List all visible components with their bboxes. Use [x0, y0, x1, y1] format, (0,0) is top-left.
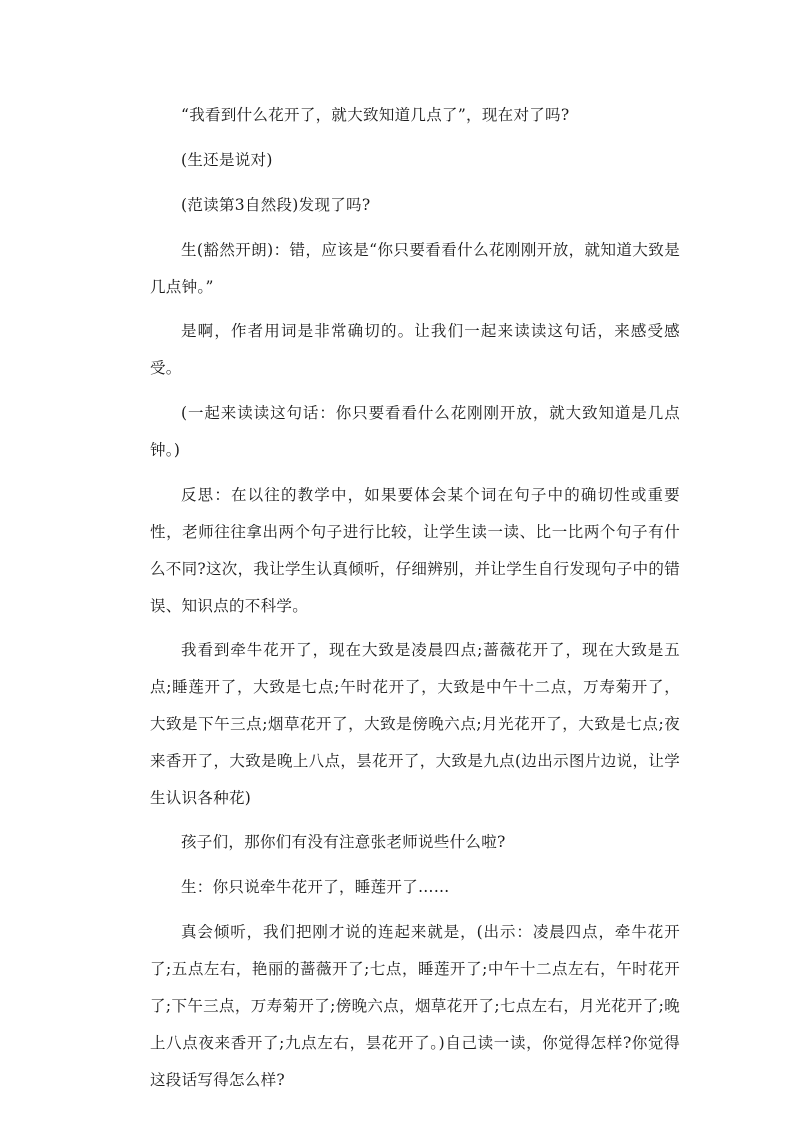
paragraph-student-realization: 生(豁然开朗)：错，应该是“你只要看看什么花刚刚开放，就知道大致是几点钟。”: [150, 241, 680, 296]
paragraph-teacher-question: 孩子们，那你们有没有注意张老师说些什么啦?: [181, 833, 506, 851]
paragraph-read-together: (一起来读读这句话：你只要看看什么花刚刚开放，就大致知道是几点钟。): [150, 404, 680, 459]
document-body: [150, 97, 680, 1106]
paragraph-teacher-comment: 是啊，作者用词是非常确切的。让我们一起来读读这句话，来感受感受。: [150, 322, 680, 377]
paragraph-student-answer: 生：你只说牵牛花开了，睡莲开了……: [181, 878, 450, 896]
paragraph-model-reading: (范读第3自然段)发现了吗?: [181, 196, 371, 214]
paragraph-reflection: 反思：在以往的教学中，如果要体会某个词在句子中的确切性或重要性，老师往往拿出两个句子进行比较，让学生读一读、比一比两个句子有什么不同?这次，我让学生认真倾听，仔细辨别，并让学生自行发现句子中的错误、知识点的不科学。: [150, 486, 681, 615]
paragraph-student-reply: (生还是说对): [181, 151, 273, 169]
paragraph-summary: 真会倾听，我们把刚才说的连起来就是，(出示：凌晨四点，牵牛花开了;五点左右，艳丽的蔷薇开了;七点，睡莲开了;中午十二点左右，午时花开了;下午三点，万寿菊开了;傍晚六点，烟草花开了;七点左右，月光花开了;晚上八点夜来香开了;九点左右，昙花开了。)自己读一读，你觉得怎样?你觉得这段话写得怎么样?: [150, 923, 680, 1089]
paragraph-flower-times: 我看到牵牛花开了，现在大致是凌晨四点;蔷薇花开了，现在大致是五点;睡莲开了，大致是七点;午时花开了，大致是中午十二点，万寿菊开了，大致是下午三点;烟草花开了，大致是傍晚六点;月光花开了，大致是七点;夜来香开了，大致是晚上八点，昙花开了，大致是九点(边出示图片边说，让学生认识各种花): [150, 641, 680, 807]
paragraph-question: “我看到什么花开了，就大致知道几点了”，现在对了吗?: [181, 106, 570, 124]
